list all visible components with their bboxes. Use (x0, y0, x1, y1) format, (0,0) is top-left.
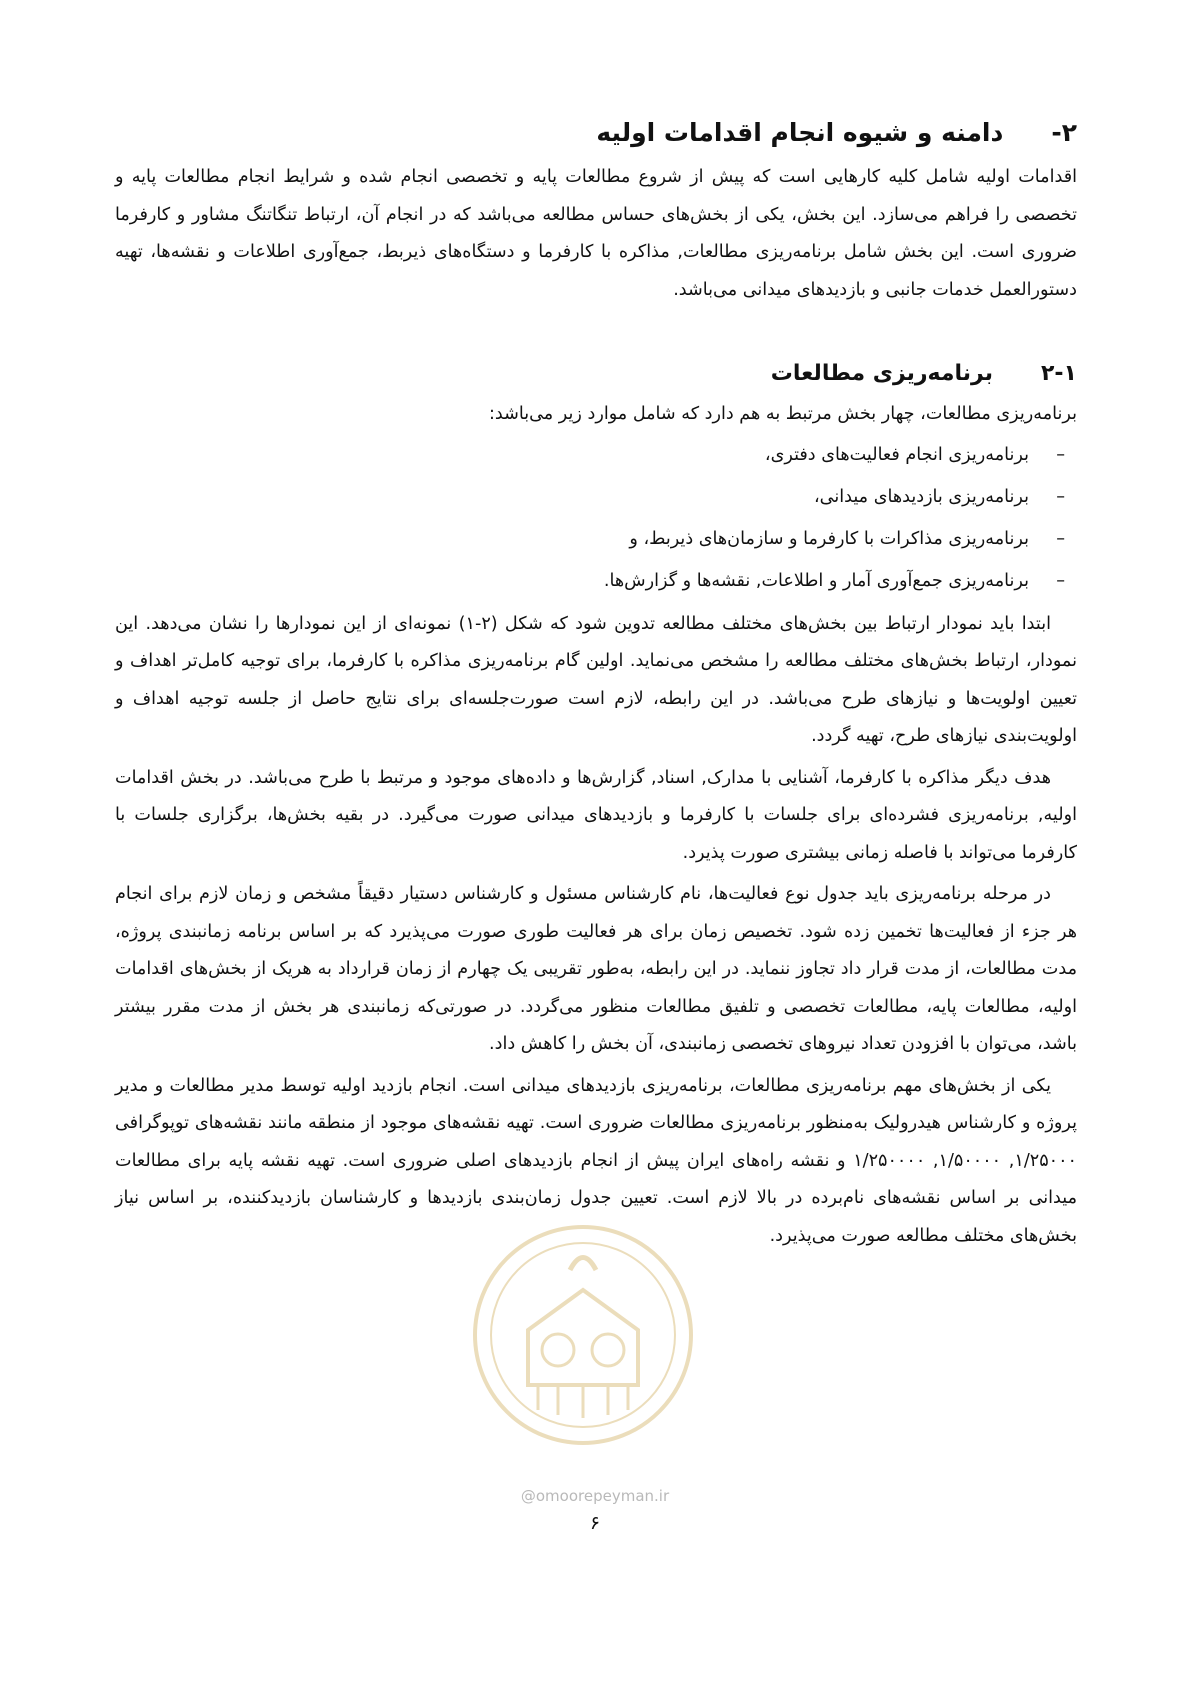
list-item-text: برنامه‌ریزی انجام فعالیت‌های دفتری، (764, 444, 1029, 465)
list-item-text: برنامه‌ریزی جمع‌آوری آمار و اطلاعات, نقشه‌ها و گزارش‌ها. (603, 570, 1029, 591)
section-number: ۲- (1051, 118, 1077, 147)
subsection-number: ۲-۱ (1041, 361, 1077, 386)
bullet-dash: – (1056, 444, 1065, 465)
body-paragraph: یکی از بخش‌های مهم برنامه‌ریزی مطالعات، برنامه‌ریزی بازدیدهای میدانی است. انجام بازدید اولیه توسط مدیر مطالعات و مدیر پروژه و کارشناس هیدرولیک به‌منظور برنامه‌ریزی مطالعات ضروری است. تهیه نقشه‌های موجود از منطقه مانند نقشه‌های توپوگرافی ۱/۲۵۰۰۰, ۱/۵۰۰۰۰, ۱/۲۵۰۰۰۰ و نقشه راه‌های ایران پیش از انجام بازدیدهای اصلی ضروری است. تهیه نقشه پایه برای مطالعات میدانی بر اساس نقشه‌های نام‌برده در بالا لازم است. تعیین جدول زمان‌بندی بازدیدها و کارشناسان بازدیدکننده، بر اساس نیاز بخش‌های مختلف مطالعه صورت می‌پذیرد. (115, 1075, 1078, 1246)
watermark-site: @omoorepeyman.ir (520, 1487, 670, 1505)
section-title: دامنه و شیوه انجام اقدامات اولیه (596, 118, 1004, 147)
list-item-text: برنامه‌ریزی مذاکرات با کارفرما و سازمان‌های ذیربط، و (629, 528, 1029, 549)
section-intro: اقدامات اولیه شامل کلیه کارهایی است که پیش از شروع مطالعات پایه و تخصصی انجام شده و شرایط انجام مطالعات پایه و تخصصی را فراهم می‌سازد. این بخش، یکی از بخش‌های حساس مطالعه می‌باشد که در انجام آن، ارتباط تنگاتنگ مشاور و کارفرما ضروری است. این بخش شامل برنامه‌ریزی مطالعات, مذاکره با کارفرما و دستگاه‌های ذیربط، جمع‌آوری اطلاعات و نقشه‌ها، تهیه دستورالعمل خدمات جانبی و بازدیدهای میدانی می‌باشد. (115, 167, 1077, 300)
section-heading (115, 118, 1077, 147)
list-item-text: برنامه‌ریزی بازدیدهای میدانی، (814, 486, 1029, 507)
bullet-dash: – (1056, 486, 1065, 507)
page-number: ۶ (589, 1512, 601, 1534)
subsection-title: برنامه‌ریزی مطالعات (770, 361, 993, 386)
body-paragraph: هدف دیگر مذاکره با کارفرما، آشنایی با مدارک, اسناد, گزارش‌ها و داده‌های موجود و مرتبط با طرح می‌باشد. در بخش اقدامات اولیه, برنامه‌ریزی فشرده‌ای برای جلسات با کارفرما و بازدیدهای میدانی صورت می‌گیرد. در بقیه بخش‌ها، برگزاری جلسات با کارفرما می‌تواند با فاصله زمانی بیشتری صورت پذیرد. (115, 767, 1077, 863)
bullet-dash: – (1056, 570, 1065, 591)
subsection-lead: برنامه‌ریزی مطالعات، چهار بخش مرتبط به هم دارد که شامل موارد زیر می‌باشد: (488, 404, 1077, 424)
bullet-list (115, 434, 1077, 602)
body-paragraph: ابتدا باید نمودار ارتباط بین بخش‌های مختلف مطالعه تدوین شود که شکل (۲-۱) نمونه‌ای از این نمودارها را نشان می‌دهد. این نمودار، ارتباط بخش‌های مختلف مطالعه را مشخص می‌نماید. اولین گام برنامه‌ریزی مذاکره با کارفرما، برای توجیه کامل‌تر اهداف و تعیین اولویت‌ها و نیازهای طرح می‌باشد. در این رابطه، لازم است صورت‌جلسه‌ای برای نتایج حاصل از جلسه توجیه اهداف و اولویت‌بندی نیازهای طرح، تهیه گردد. (115, 613, 1077, 746)
list-item (115, 518, 1065, 560)
list-item (115, 434, 1065, 476)
list-item (115, 560, 1065, 602)
subsection-heading (115, 361, 1077, 386)
body-paragraph: در مرحله برنامه‌ریزی باید جدول نوع فعالیت‌ها، نام کارشناس مسئول و کارشناس دستیار دقیقاً مشخص و زمان لازم برای انجام هر جزء از فعالیت‌ها تخمین زده شود. تخصیص زمان برای هر فعالیت طوری صورت می‌پذیرد که بر اساس برنامه زمانبندی پروژه، مدت مطالعات، از مدت قرار داد تجاوز ننماید. در این رابطه، به‌طور تقریبی یک چهارم از زمان قرارداد به هریک از بخش‌های اقدامات اولیه، مطالعات پایه، مطالعات تخصصی و تلفیق مطالعات منظور می‌گردد. در صورتی‌که زمانبندی هر بخش از مدت مقرر بیشتر باشد، می‌توان با افزودن تعداد نیروهای تخصصی زمانبندی، آن بخش را کاهش داد. (115, 884, 1077, 1054)
list-item (115, 476, 1065, 518)
bullet-dash: – (1056, 528, 1065, 549)
page-content (115, 118, 1077, 1255)
